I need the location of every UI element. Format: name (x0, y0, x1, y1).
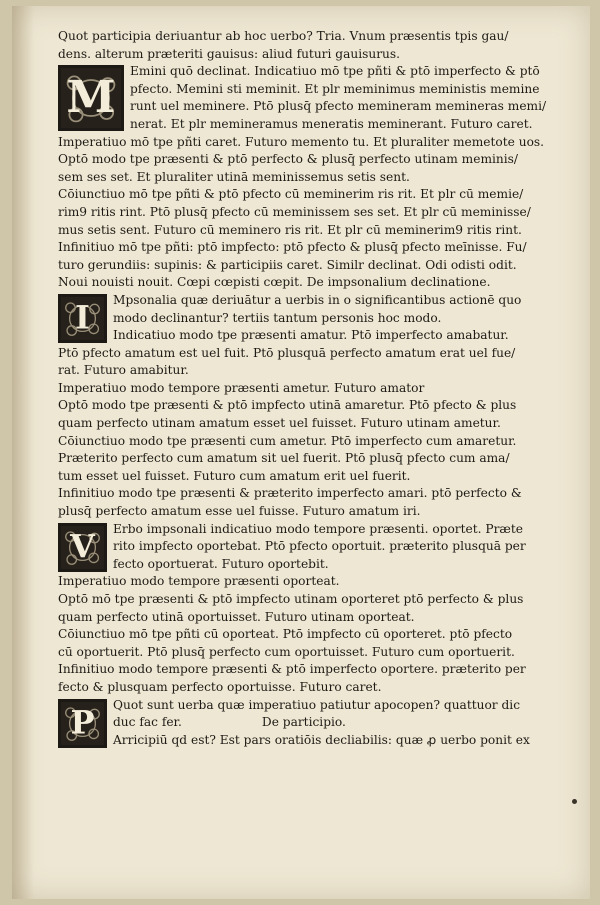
text-line: Præterito perfecto cum amatum sit uel fuerit. Ptō plusq̄ pfecto cum ama/ (58, 451, 510, 466)
text-line: Imperatiuo mō tpe pñti caret. Futuro memento tu. Et pluraliter memetote uos. (58, 134, 545, 149)
text-line: quam perfecto utinā oportuisset. Futuro utinam oporteat. (58, 609, 415, 624)
text-line: Quot sunt uerba quæ imperatiuo patiutur apocopen? quattuor dic (113, 697, 521, 712)
initial-ornament (61, 68, 121, 128)
text-line: Imperatiuo modo tempore præsenti ametur. Futuro amator (58, 380, 425, 395)
text-line: Indicatiuo modo tpe præsenti amatur. Ptō imperfecto amabatur. (113, 328, 509, 343)
text-line: Cōiunctiuo mō tpe pñti cū oporteat. Ptō impfecto cū oporteret. ptō pfecto (58, 627, 513, 642)
initial-letter: V (70, 527, 95, 566)
decorated-initial (58, 65, 124, 131)
text-line: Infinitiuo mō tpe pñti: ptō impfecto: ptō pfecto & plusq̄ pfecto meīnisse. Fu/ (58, 240, 527, 255)
initial-letter: M (66, 70, 116, 123)
text-line: Optō mō tpe præsenti & ptō impfecto utinam oporteret ptō perfecto & plus (58, 592, 524, 606)
initial-letter: I (75, 298, 90, 337)
text-line: tum esset uel fuisset. Futuro cum amatum erit uel fuerit. (58, 468, 411, 483)
decorated-initial (58, 294, 107, 343)
text-line: rim9 ritis rint. Ptō plusq̄ pfecto cū meminissem ses set. Et plr cū meminisse/ (58, 204, 531, 219)
paragraph-lines (130, 63, 573, 133)
text-block (58, 28, 573, 749)
text-line: dens. alterum præteriti gauisus: aliud futuri gauisurus. (58, 46, 400, 61)
initial-letter: P (70, 702, 95, 741)
text-line: fecto oportuerat. Futuro oportebit. (113, 556, 329, 571)
text-line: Mpsonalia quæ deriuātur a uerbis in o significantibus actionē quo (113, 292, 522, 307)
text-line: modo declinantur? tertiis tantum personis hoc modo. (113, 310, 442, 325)
text-line: quam perfecto utinam amatum esset uel fuisset. Futuro utinam ametur. (58, 416, 501, 431)
decorated-initial (58, 523, 107, 572)
text-line: turo gerundiis: supinis: & participiis caret. Similr declinat. Odi odisti odit. (58, 257, 517, 272)
book-page (12, 6, 590, 899)
text-line: Emini quō declinat. Indicatiuo mō tpe pñti & ptō imperfecto & ptō (130, 64, 540, 79)
section-heading: De participio. (261, 715, 346, 730)
text-line: Cōiunctiuo modo tpe præsenti cum ametur. Ptō imperfecto cum amaretur. (58, 433, 517, 448)
text-line: Optō modo tpe præsenti & ptō impfecto utinā amaretur. Ptō pfecto & plus (58, 398, 517, 413)
text-line: Erbo impsonali indicatiuo modo tempore præsenti. oportet. Præte (113, 521, 523, 536)
text-line: Noui nouisti nouit. Cœpi cœpisti cœpit. De impsonalium declinatione. (58, 275, 491, 290)
initial-paragraph (58, 697, 573, 750)
text-line: sem ses set. Et pluraliter utinā meminissemus setis sent. (58, 169, 410, 184)
paragraph-lines (113, 697, 573, 750)
page-gutter-shadow (12, 6, 34, 899)
decorated-initial (58, 699, 107, 748)
text-line: runt uel meminere. Ptō plusq̄ pfecto memineram memineras memi/ (130, 99, 547, 114)
initial-ornament (61, 297, 104, 340)
text-line: Cōiunctiuo mō tpe pñti & ptō pfecto cū meminerim ris rit. Et plr cū memie/ (58, 187, 524, 202)
initial-ornament (61, 702, 104, 745)
text-line: Quot participia deriuantur ab hoc uerbo? Tria. Vnum præsentis tpis gau/ (58, 29, 509, 43)
text-line: Infinitiuo modo tpe præsenti & præterito imperfecto amari. ptō perfecto & (58, 486, 522, 501)
text-line: plusq̄ perfecto amatum esse uel fuisse. Futuro amatum iri. (58, 504, 421, 519)
paragraph-lines (113, 292, 573, 345)
text-line: cū oportuerit. Ptō plusq̄ perfecto cum oportuisset. Futuro cum oportuerit. (58, 644, 515, 659)
text-line: Ptō pfecto amatum est uel fuit. Ptō plusquā perfecto amatum erat uel fue/ (58, 345, 516, 360)
text-line: Optō modo tpe præsenti & ptō perfecto & plusq̄ perfecto utinam meminis/ (58, 152, 519, 167)
text-line: nerat. Et plr memineramus meneratis meminerant. Futuro caret. (130, 116, 533, 131)
paragraph-lines (113, 521, 573, 574)
text-line: fecto & plusquam perfecto oportuisse. Futuro caret. (58, 679, 382, 694)
margin-ink-mark (572, 799, 577, 804)
initial-ornament (61, 526, 104, 569)
text-line: Imperatiuo modo tempore præsenti oporteat. (58, 574, 340, 589)
text-line: mus setis sent. Futuro cū meminero ris rit. Et plr cū meminerim9 ritis rint. (58, 222, 522, 237)
text-line: Infinitiuo modo tempore præsenti & ptō imperfecto oportere. præterito per (58, 662, 526, 677)
text-line: rat. Futuro amabitur. (58, 363, 189, 378)
text-line: Arricipiū qd est? Est pars oratiōis decliabilis: quæ ꝓ uerbo ponit ex (113, 732, 530, 747)
text-line: rito impfecto oportebat. Ptō pfecto oportuit. præterito plusquā per (113, 539, 526, 554)
initial-paragraph (58, 292, 573, 345)
text-line: duc fac fer. De participio. (113, 715, 346, 730)
initial-paragraph (58, 521, 573, 574)
initial-paragraph (58, 63, 573, 133)
text-line: pfecto. Memini sti meminit. Et plr meminimus meministis memine (130, 81, 540, 96)
